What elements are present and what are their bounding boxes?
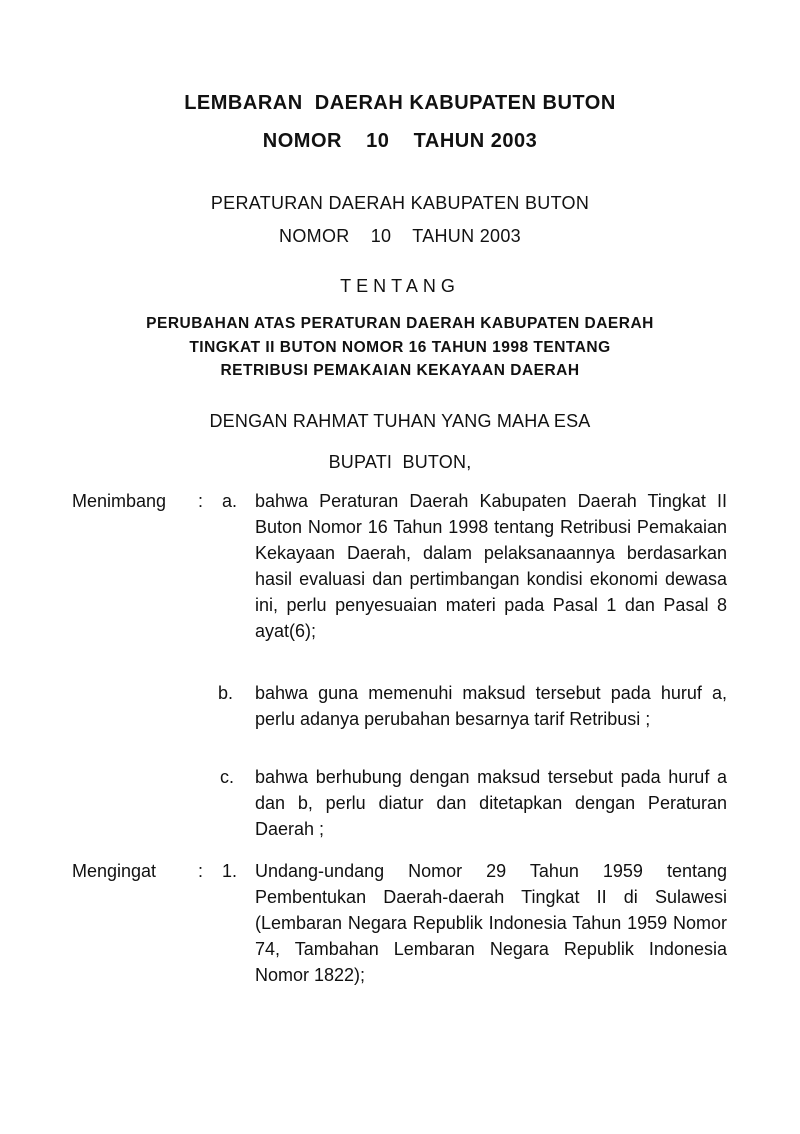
- menimbang-item-c-marker: c.: [220, 767, 235, 787]
- gazette-title: LEMBARAN DAERAH KABUPATEN BUTON: [184, 92, 616, 114]
- mengingat-item-1-marker: 1.: [222, 861, 238, 881]
- regulation-number: NOMOR 10 TAHUN 2003: [279, 226, 521, 246]
- menimbang-item-a-text: bahwa Peraturan Daerah Kabupaten Daerah Tingkat II Buton Nomor 16 Tahun 1998 tentang Retribusi Pemakaian Kekayaan Daerah, dalam pelaksanaannya berdasarkan hasil evaluasi dan pertimbangan kondisi ekonomi dewasa ini, perlu penyesuaian materi pada Pasal 1 dan Pasal 8 ayat(6);: [255, 491, 727, 641]
- mengingat-colon: :: [198, 861, 204, 881]
- gazette-number: NOMOR 10 TAHUN 2003: [262, 130, 538, 152]
- menimbang-colon: :: [198, 491, 204, 511]
- menimbang-item-a-marker: a.: [222, 491, 238, 511]
- menimbang-item-b-text: bahwa guna memenuhi maksud tersebut pada huruf a, perlu adanya perubahan besarnya tarif Retribusi ;: [255, 683, 727, 729]
- subject-line-2: TINGKAT II BUTON NOMOR 16 TAHUN 1998 TENTANG: [189, 339, 611, 356]
- mengingat-item-1-text: Undang-undang Nomor 29 Tahun 1959 tentang Pembentukan Daerah-daerah Tingkat II di Sulawesi (Lembaran Negara Republik Indonesia Tahun 1959 Nomor 74, Tambahan Lembaran Negara Republik Indonesia Nomor 1822);: [255, 861, 727, 985]
- menimbang-item-c-text: bahwa berhubung dengan maksud tersebut pada huruf a dan b, perlu diatur dan ditetapkan dengan Peraturan Daerah ;: [255, 767, 727, 839]
- menimbang-label: Menimbang: [72, 491, 167, 511]
- mengingat-label: Mengingat: [72, 861, 157, 881]
- tentang-heading: TENTANG: [340, 276, 460, 296]
- regulation-title: PERATURAN DAERAH KABUPATEN BUTON: [210, 193, 590, 213]
- subject-line-3: RETRIBUSI PEMAKAIAN KEKAYAAN DAERAH: [220, 362, 580, 379]
- subject-line-1: PERUBAHAN ATAS PERATURAN DAERAH KABUPATEN DAERAH: [146, 315, 654, 332]
- preamble-bupati: BUPATI BUTON,: [328, 452, 472, 472]
- menimbang-item-b-marker: b.: [218, 683, 234, 703]
- preamble-rahmat: DENGAN RAHMAT TUHAN YANG MAHA ESA: [209, 411, 591, 431]
